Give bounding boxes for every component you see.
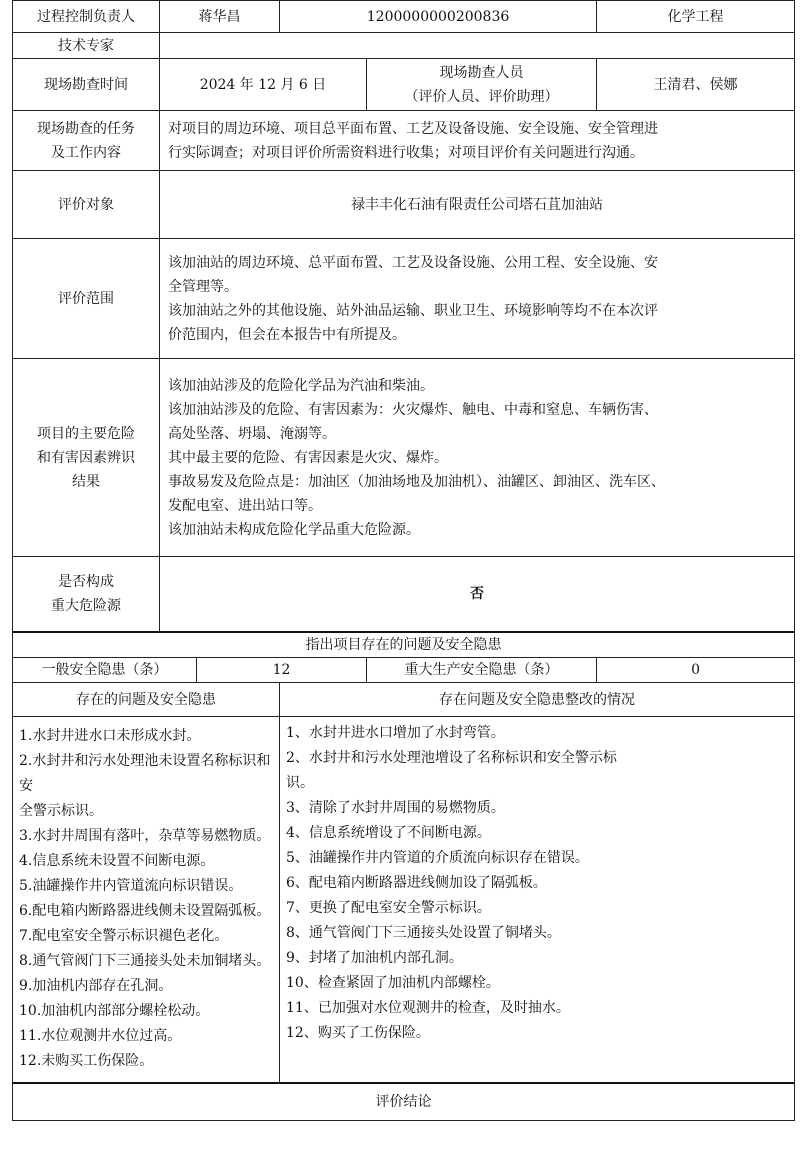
issues-right-list bbox=[280, 717, 795, 1083]
task-row bbox=[13, 111, 795, 171]
hazard-line: 该加油站涉及的危险、有害因素为：火灾爆炸、触电、中毒和窒息、车辆伤害、 bbox=[168, 401, 658, 418]
object-value: 禄丰丰化石油有限责任公司塔石苴加油站 bbox=[160, 171, 795, 239]
object-row bbox=[13, 171, 795, 239]
general-hazard-count: 12 bbox=[197, 658, 367, 683]
task-label-line2: 及工作内容 bbox=[51, 144, 121, 161]
hazard-line: 发配电室、进出站口等。 bbox=[168, 497, 322, 514]
manager-name: 蒋华昌 bbox=[160, 1, 280, 33]
issue-item: 11.水位观测井水位过高。 bbox=[19, 1028, 182, 1045]
fix-item: 10、检查紧固了加油机内部螺栓。 bbox=[286, 975, 500, 991]
major-hazard-row bbox=[13, 557, 795, 632]
scope-label: 评价范围 bbox=[13, 239, 160, 359]
conclusion-row bbox=[13, 1083, 795, 1121]
issue-item: 全警示标识。 bbox=[19, 803, 103, 820]
survey-time-value: 2024 年 12 月 6 日 bbox=[160, 59, 367, 111]
issues-section-row bbox=[13, 632, 795, 658]
hazard-label bbox=[13, 359, 160, 557]
major-hazard-count-label: 重大生产安全隐患（条） bbox=[367, 658, 597, 683]
form-table bbox=[12, 0, 795, 1121]
task-label bbox=[13, 111, 160, 171]
major-hazard-value: 否 bbox=[160, 557, 795, 632]
fix-item: 5、油罐操作井内管道的介质流向标识存在错误。 bbox=[286, 850, 589, 866]
hazard-line: 高处坠落、坍塌、淹溺等。 bbox=[168, 425, 336, 442]
fix-item: 8、通气管阀门下三通接头处设置了铜堵头。 bbox=[286, 925, 561, 941]
major-hazard-label-line2: 重大危险源 bbox=[51, 597, 121, 614]
scope-line: 该加油站之外的其他设施、站外油品运输、职业卫生、环境影响等均不在本次评 bbox=[168, 302, 658, 319]
survey-staff-label-line1: 现场勘查人员 bbox=[439, 64, 524, 81]
general-hazard-label: 一般安全隐患（条） bbox=[13, 658, 197, 683]
hazard-line: 其中最主要的危险、有害因素是火灾、爆炸。 bbox=[168, 449, 448, 466]
fix-item: 识。 bbox=[286, 775, 314, 791]
issue-item: 3.水封井周围有落叶，杂草等易燃物质。 bbox=[19, 828, 271, 845]
survey-staff-label bbox=[367, 59, 597, 111]
issue-item: 4.信息系统未设置不间断电源。 bbox=[19, 853, 215, 870]
fix-item: 4、信息系统增设了不间断电源。 bbox=[286, 825, 491, 841]
fix-item: 1、水封井进水口增加了水封弯管。 bbox=[286, 725, 505, 741]
manager-cert-no: 1200000000200836 bbox=[280, 1, 597, 33]
manager-row bbox=[13, 1, 795, 33]
manager-label: 过程控制负责人 bbox=[13, 1, 160, 33]
fix-item: 3、清除了水封井周围的易燃物质。 bbox=[286, 800, 505, 816]
hazard-line: 该加油站未构成危险化学品重大危险源。 bbox=[168, 521, 420, 538]
issues-header-left: 存在的问题及安全隐患 bbox=[13, 683, 280, 717]
hazard-line: 该加油站涉及的危险化学品为汽油和柴油。 bbox=[168, 377, 434, 394]
major-hazard-label bbox=[13, 557, 160, 632]
fix-item: 7、更换了配电室安全警示标识。 bbox=[286, 900, 491, 916]
expert-label: 技术专家 bbox=[13, 33, 160, 59]
survey-time-label: 现场勘查时间 bbox=[13, 59, 160, 111]
hazard-row bbox=[13, 359, 795, 557]
issue-item: 8.通气管阀门下三通接头处未加铜堵头。 bbox=[19, 953, 271, 970]
manager-specialty: 化学工程 bbox=[597, 1, 795, 33]
issues-header-row bbox=[13, 683, 795, 717]
issues-section-title: 指出项目存在的问题及安全隐患 bbox=[13, 632, 795, 658]
issues-left-list bbox=[13, 717, 280, 1083]
task-label-line1: 现场勘查的任务 bbox=[37, 120, 135, 137]
conclusion-title: 评价结论 bbox=[13, 1083, 795, 1121]
scope-line: 价范围内，但会在本报告中有所提及。 bbox=[168, 326, 406, 343]
expert-value bbox=[160, 33, 795, 59]
hazard-label-line2: 和有害因素辨识 bbox=[37, 449, 135, 466]
fix-item: 6、配电箱内断路器进线侧加设了隔弧板。 bbox=[286, 875, 547, 891]
fix-item: 11、已加强对水位观测井的检查，及时抽水。 bbox=[286, 1000, 570, 1016]
issue-item: 6.配电箱内断路器进线侧未设置隔弧板。 bbox=[19, 903, 271, 920]
fix-item: 2、水封井和污水处理池增设了名称标识和安全警示标 bbox=[286, 750, 617, 766]
task-line: 行实际调查；对项目评价所需资料进行收集；对项目评价有关问题进行沟通。 bbox=[168, 144, 644, 161]
issue-item: 12.未购买工伤保险。 bbox=[19, 1053, 154, 1070]
hazard-content bbox=[160, 359, 795, 557]
issues-list-row bbox=[13, 717, 795, 1083]
major-hazard-count: 0 bbox=[597, 658, 795, 683]
task-line: 对项目的周边环境、项目总平面布置、工艺及设备设施、安全设施、安全管理进 bbox=[168, 120, 658, 137]
object-label: 评价对象 bbox=[13, 171, 160, 239]
scope-line: 该加油站的周边环境、总平面布置、工艺及设备设施、公用工程、安全设施、安 bbox=[168, 254, 658, 271]
scope-line: 全管理等。 bbox=[168, 278, 238, 295]
issue-item: 1.水封井进水口未形成水封。 bbox=[19, 728, 201, 745]
hazard-label-line1: 项目的主要危险 bbox=[37, 425, 135, 442]
scope-content bbox=[160, 239, 795, 359]
issue-item: 10.加油机内部部分螺栓松动。 bbox=[19, 1003, 210, 1020]
hazard-label-line3: 结果 bbox=[72, 473, 100, 490]
task-content bbox=[160, 111, 795, 171]
issue-item: 7.配电室安全警示标识褪色老化。 bbox=[19, 928, 229, 945]
issue-item: 9.加油机内部存在孔洞。 bbox=[19, 978, 173, 995]
issues-header-right: 存在问题及安全隐患整改的情况 bbox=[280, 683, 795, 717]
scope-row bbox=[13, 239, 795, 359]
issue-item: 5.油罐操作井内管道流向标识错误。 bbox=[19, 878, 243, 895]
evaluation-form bbox=[12, 0, 794, 1121]
issue-item: 2.水封井和污水处理池未设置名称标识和安 bbox=[19, 753, 271, 795]
survey-staff-label-line2: （评价人员、评价助理） bbox=[404, 88, 559, 105]
survey-staff-value: 王清君、侯娜 bbox=[597, 59, 795, 111]
major-hazard-label-line1: 是否构成 bbox=[58, 573, 114, 590]
expert-row bbox=[13, 33, 795, 59]
survey-row bbox=[13, 59, 795, 111]
fix-item: 12、购买了工伤保险。 bbox=[286, 1025, 430, 1041]
fix-item: 9、封堵了加油机内部孔洞。 bbox=[286, 950, 463, 966]
hazard-line: 事故易发及危险点是：加油区（加油场地及加油机）、油罐区、卸油区、洗车区、 bbox=[168, 473, 665, 490]
counts-row bbox=[13, 658, 795, 683]
